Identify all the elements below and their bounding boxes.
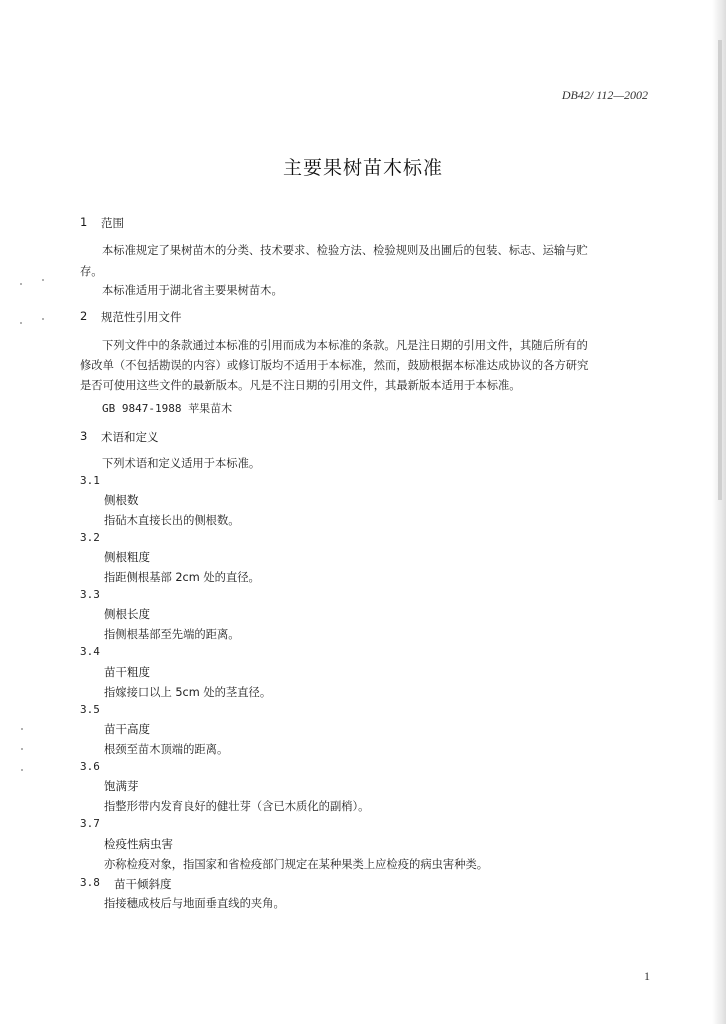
- term-name: 苗干高度: [104, 722, 150, 736]
- document-title: 主要果树苗木标准: [282, 157, 443, 179]
- section-1-para-2: 本标准适用于湖北省主要果树苗木。: [102, 284, 283, 297]
- term-number: 3.8: [80, 876, 100, 889]
- section-2-reference: GB 9847-1988 苹果苗木: [102, 402, 233, 415]
- scan-speck: [42, 318, 44, 320]
- section-2-number: 2: [80, 309, 88, 323]
- section-2-para-line-3: 是否可使用这些文件的最新版本。凡是不注日期的引用文件，其最新版本适用于本标准。: [80, 379, 521, 392]
- term-number: 3.7: [80, 817, 100, 830]
- section-1-number: 1: [80, 215, 88, 229]
- term-name: 侧根粗度: [104, 550, 150, 564]
- term-definition: 根颈至苗木顶端的距离。: [104, 743, 229, 756]
- term-definition: 指距侧根基部 2cm 处的直径。: [104, 571, 260, 584]
- section-1-para-1-line-2: 存。: [80, 265, 103, 278]
- term-number: 3.3: [80, 588, 100, 601]
- scan-speck: [21, 728, 23, 730]
- section-3-intro: 下列术语和定义适用于本标准。: [102, 457, 261, 470]
- term-name: 侧根长度: [104, 607, 150, 621]
- term-definition: 亦称检疫对象，指国家和省检疫部门规定在某种果类上应检疫的病虫害种类。: [104, 858, 489, 871]
- section-3-number: 3: [80, 429, 88, 443]
- term-number: 3.6: [80, 760, 100, 773]
- term-number: 3.5: [80, 703, 100, 716]
- scan-speck: [20, 283, 22, 285]
- section-3-heading: 术语和定义: [101, 430, 159, 444]
- section-1-para-1-line-1: 本标准规定了果树苗木的分类、技术要求、检验方法、检验规则及出圃后的包装、标志、运输与贮: [102, 244, 588, 257]
- term-definition: 指嫁接口以上 5cm 处的茎直径。: [104, 686, 272, 699]
- term-name: 侧根数: [104, 493, 139, 507]
- standard-number: DB42/ 112—2002: [561, 88, 648, 102]
- section-2-heading: 规范性引用文件: [101, 310, 182, 324]
- term-name: 苗干倾斜度: [114, 877, 172, 891]
- section-2-para-line-2: 修改单（不包括勘误的内容）或修订版均不适用于本标准，然而，鼓励根据本标准达成协议的各方研究: [80, 359, 589, 372]
- scan-speck: [21, 769, 23, 771]
- scan-speck: [21, 748, 23, 750]
- scan-speck: [20, 322, 22, 324]
- scan-edge-bar: [718, 40, 722, 500]
- term-definition: 指整形带内发育良好的健壮芽（含已木质化的副梢）。: [104, 800, 370, 813]
- term-number: 3.2: [80, 531, 100, 544]
- section-2-para-line-1: 下列文件中的条款通过本标准的引用而成为本标准的条款。凡是注日期的引用文件，其随后所有的: [102, 339, 588, 352]
- term-number: 3.4: [80, 645, 100, 658]
- term-name: 饱满芽: [104, 779, 139, 793]
- term-name: 苗干粗度: [104, 665, 150, 679]
- page-number: 1: [644, 969, 650, 983]
- term-number: 3.1: [80, 474, 100, 487]
- term-definition: 指接穗成枝后与地面垂直线的夹角。: [104, 897, 285, 910]
- section-1-heading: 范围: [101, 216, 124, 230]
- scan-speck: [42, 279, 44, 281]
- term-name: 检疫性病虫害: [104, 837, 173, 851]
- term-definition: 指砧木直接长出的侧根数。: [104, 514, 240, 527]
- term-definition: 指侧根基部至先端的距离。: [104, 628, 240, 641]
